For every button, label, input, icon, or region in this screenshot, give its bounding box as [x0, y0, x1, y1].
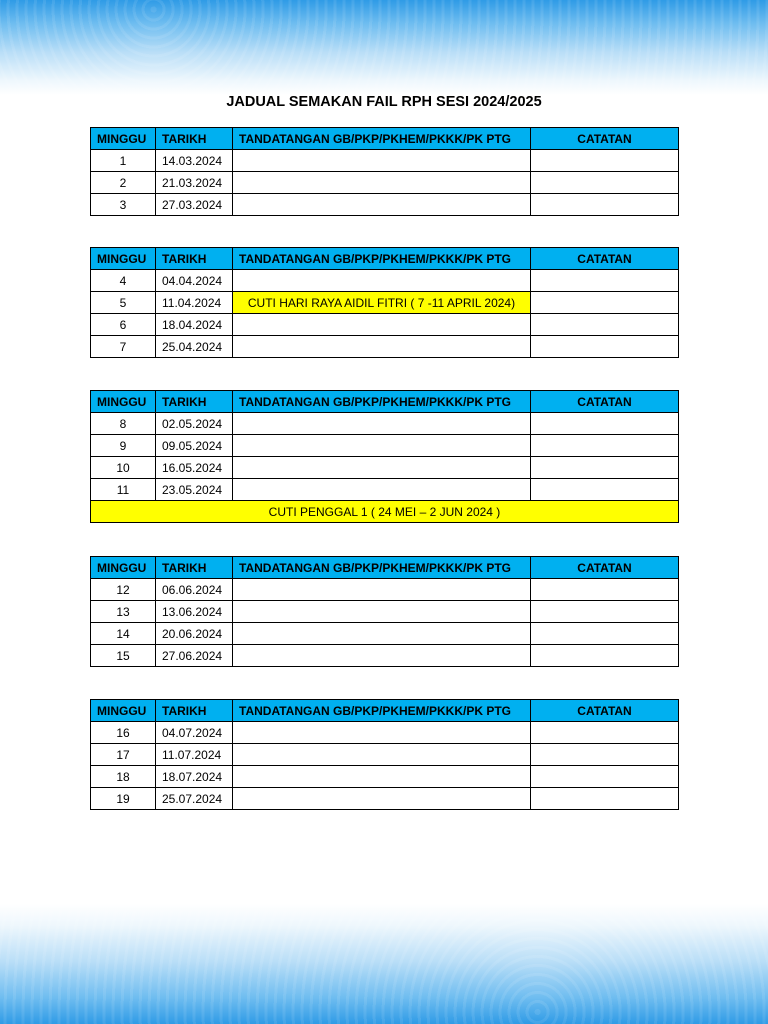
week-cell: 18 — [91, 766, 156, 788]
date-cell: 16.05.2024 — [156, 457, 233, 479]
table-row — [91, 788, 679, 810]
signature-cell — [233, 336, 531, 358]
table-row — [91, 766, 679, 788]
table-row — [91, 172, 679, 194]
header-row — [91, 248, 679, 270]
header-week: MINGGU — [91, 700, 156, 722]
date-cell: 04.07.2024 — [156, 722, 233, 744]
date-cell: 11.07.2024 — [156, 744, 233, 766]
week-cell: 15 — [91, 645, 156, 667]
date-cell: 13.06.2024 — [156, 601, 233, 623]
schedule-table-2 — [90, 247, 679, 358]
signature-cell — [233, 623, 531, 645]
header-row — [91, 700, 679, 722]
date-cell: 04.04.2024 — [156, 270, 233, 292]
table-row — [91, 435, 679, 457]
signature-cell — [233, 150, 531, 172]
header-remarks: CATATAN — [531, 128, 679, 150]
date-cell: 18.04.2024 — [156, 314, 233, 336]
decorative-bottom-band — [0, 904, 768, 1024]
header-row — [91, 557, 679, 579]
remarks-cell — [531, 172, 679, 194]
signature-cell — [233, 457, 531, 479]
signature-cell — [233, 479, 531, 501]
header-remarks: CATATAN — [531, 248, 679, 270]
remarks-cell — [531, 457, 679, 479]
signature-cell — [233, 744, 531, 766]
signature-cell — [233, 766, 531, 788]
schedule-table-4 — [90, 556, 679, 667]
header-date: TARIKH — [156, 700, 233, 722]
table-row — [91, 623, 679, 645]
remarks-cell — [531, 292, 679, 314]
schedule-table-1 — [90, 127, 679, 216]
week-cell: 12 — [91, 579, 156, 601]
table-row — [91, 722, 679, 744]
header-signature: TANDATANGAN GB/PKP/PKHEM/PKKK/PK PTG — [233, 248, 531, 270]
date-cell: 25.04.2024 — [156, 336, 233, 358]
week-cell: 19 — [91, 788, 156, 810]
page-title: JADUAL SEMAKAN FAIL RPH SESI 2024/2025 — [226, 94, 542, 110]
week-cell: 9 — [91, 435, 156, 457]
header-signature: TANDATANGAN GB/PKP/PKHEM/PKKK/PK PTG — [233, 391, 531, 413]
week-cell: 5 — [91, 292, 156, 314]
header-date: TARIKH — [156, 128, 233, 150]
signature-cell — [233, 722, 531, 744]
header-signature: TANDATANGAN GB/PKP/PKHEM/PKKK/PK PTG — [233, 700, 531, 722]
date-cell: 20.06.2024 — [156, 623, 233, 645]
decorative-top-band — [0, 0, 768, 95]
date-cell: 27.06.2024 — [156, 645, 233, 667]
date-cell: 23.05.2024 — [156, 479, 233, 501]
date-cell: 21.03.2024 — [156, 172, 233, 194]
table-row — [91, 744, 679, 766]
remarks-cell — [531, 744, 679, 766]
remarks-cell — [531, 579, 679, 601]
remarks-cell — [531, 435, 679, 457]
week-cell: 10 — [91, 457, 156, 479]
table-row — [91, 457, 679, 479]
week-cell: 16 — [91, 722, 156, 744]
remarks-cell — [531, 766, 679, 788]
date-cell: 09.05.2024 — [156, 435, 233, 457]
week-cell: 3 — [91, 194, 156, 216]
date-cell: 02.05.2024 — [156, 413, 233, 435]
table-row — [91, 579, 679, 601]
remarks-cell — [531, 788, 679, 810]
header-week: MINGGU — [91, 128, 156, 150]
table-row — [91, 270, 679, 292]
remarks-cell — [531, 479, 679, 501]
week-cell: 14 — [91, 623, 156, 645]
signature-cell — [233, 314, 531, 336]
signature-cell — [233, 270, 531, 292]
term-break-note: CUTI PENGGAL 1 ( 24 MEI – 2 JUN 2024 ) — [91, 501, 679, 523]
signature-cell — [233, 788, 531, 810]
date-cell: 06.06.2024 — [156, 579, 233, 601]
signature-cell — [233, 645, 531, 667]
table-row — [91, 479, 679, 501]
table-row — [91, 314, 679, 336]
date-cell: 14.03.2024 — [156, 150, 233, 172]
date-cell: 25.07.2024 — [156, 788, 233, 810]
header-remarks: CATATAN — [531, 391, 679, 413]
remarks-cell — [531, 150, 679, 172]
holiday-row — [91, 501, 679, 523]
remarks-cell — [531, 314, 679, 336]
signature-cell — [233, 194, 531, 216]
remarks-cell — [531, 722, 679, 744]
signature-cell — [233, 579, 531, 601]
week-cell: 13 — [91, 601, 156, 623]
header-row — [91, 128, 679, 150]
header-date: TARIKH — [156, 391, 233, 413]
header-remarks: CATATAN — [531, 557, 679, 579]
signature-cell — [233, 435, 531, 457]
signature-cell — [233, 413, 531, 435]
week-cell: 7 — [91, 336, 156, 358]
week-cell: 8 — [91, 413, 156, 435]
week-cell: 17 — [91, 744, 156, 766]
header-week: MINGGU — [91, 391, 156, 413]
table-row — [91, 413, 679, 435]
remarks-cell — [531, 601, 679, 623]
header-remarks: CATATAN — [531, 700, 679, 722]
week-cell: 6 — [91, 314, 156, 336]
table-row — [91, 336, 679, 358]
signature-cell — [233, 172, 531, 194]
header-row — [91, 391, 679, 413]
remarks-cell — [531, 623, 679, 645]
header-signature: TANDATANGAN GB/PKP/PKHEM/PKKK/PK PTG — [233, 557, 531, 579]
holiday-note: CUTI HARI RAYA AIDIL FITRI ( 7 -11 APRIL 2024) — [233, 292, 531, 314]
header-week: MINGGU — [91, 248, 156, 270]
week-cell: 1 — [91, 150, 156, 172]
remarks-cell — [531, 336, 679, 358]
date-cell: 18.07.2024 — [156, 766, 233, 788]
remarks-cell — [531, 413, 679, 435]
header-signature: TANDATANGAN GB/PKP/PKHEM/PKKK/PK PTG — [233, 128, 531, 150]
table-row — [91, 292, 679, 314]
table-row — [91, 194, 679, 216]
remarks-cell — [531, 194, 679, 216]
table-row — [91, 150, 679, 172]
header-date: TARIKH — [156, 557, 233, 579]
table-row — [91, 645, 679, 667]
signature-cell — [233, 601, 531, 623]
schedule-table-5 — [90, 699, 679, 810]
header-week: MINGGU — [91, 557, 156, 579]
week-cell: 11 — [91, 479, 156, 501]
header-date: TARIKH — [156, 248, 233, 270]
week-cell: 2 — [91, 172, 156, 194]
schedule-table-3 — [90, 390, 679, 523]
date-cell: 11.04.2024 — [156, 292, 233, 314]
week-cell: 4 — [91, 270, 156, 292]
table-row — [91, 601, 679, 623]
remarks-cell — [531, 270, 679, 292]
remarks-cell — [531, 645, 679, 667]
date-cell: 27.03.2024 — [156, 194, 233, 216]
